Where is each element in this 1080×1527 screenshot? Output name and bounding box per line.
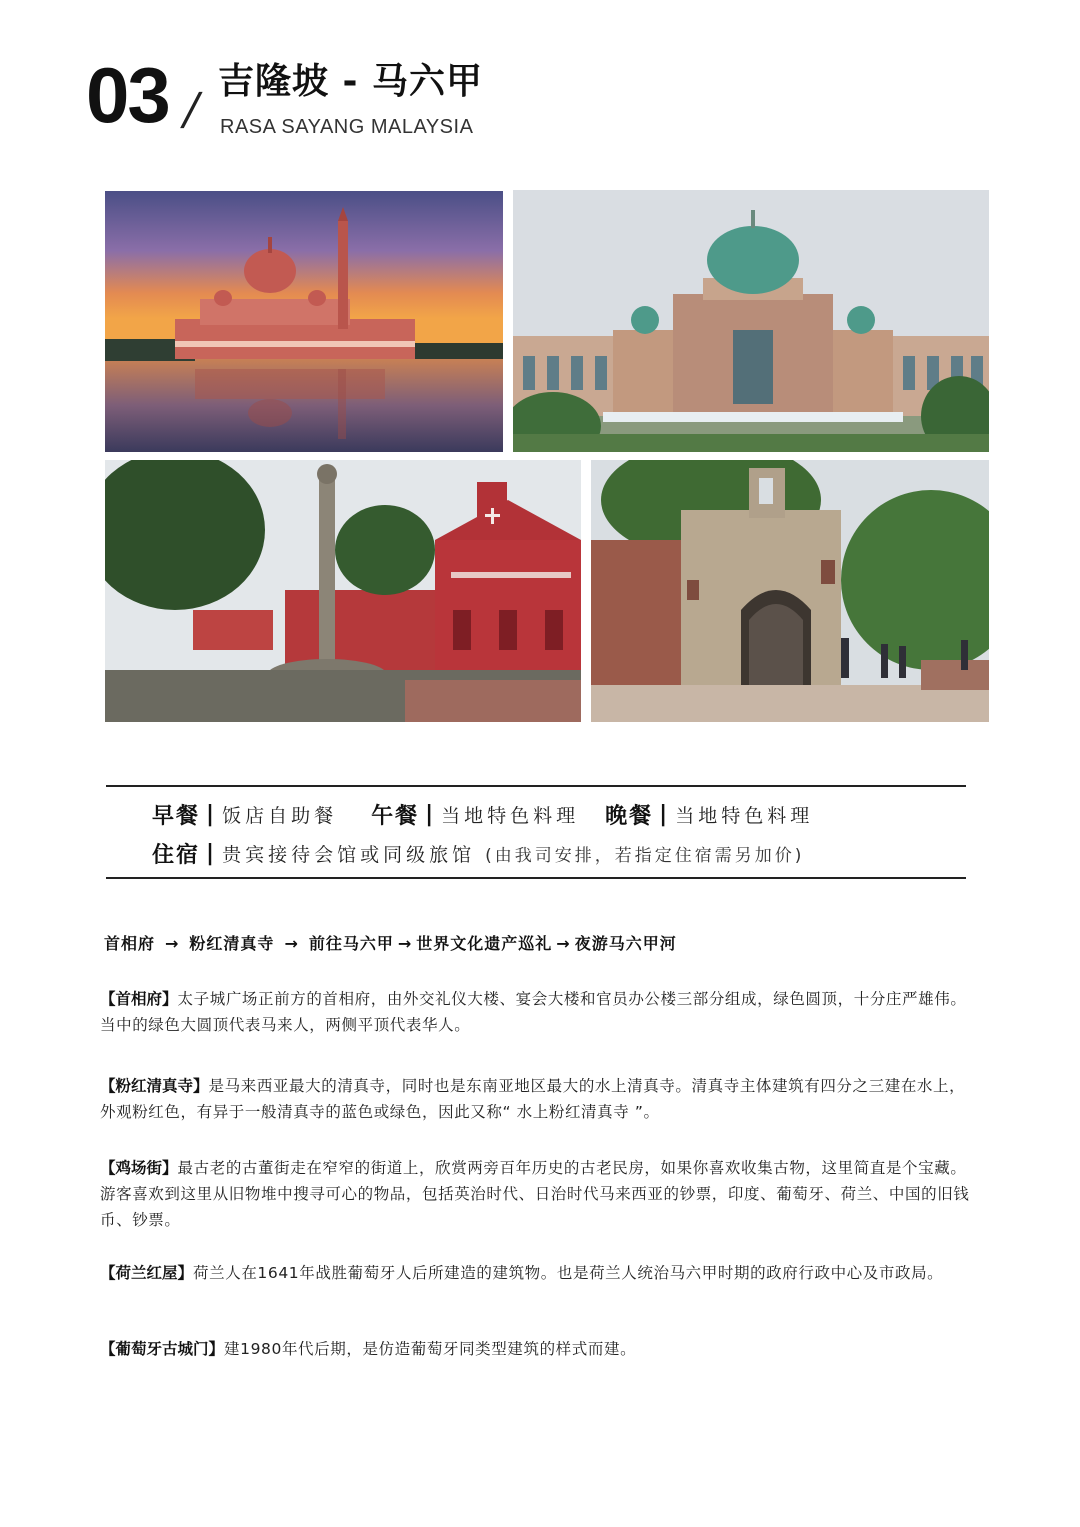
itinerary-stop: 夜游马六甲河 xyxy=(574,934,677,953)
lunch-value: 当地特色料理 xyxy=(441,804,580,827)
sight-description xyxy=(100,1336,970,1362)
breakfast-label: 早餐 xyxy=(152,803,201,829)
itinerary-route xyxy=(104,931,677,954)
sight-name: 【鸡场街】 xyxy=(100,1159,178,1177)
sight-name: 【荷兰红屋】 xyxy=(100,1264,194,1282)
sight-name: 【首相府】 xyxy=(100,990,178,1008)
arrow-icon: → xyxy=(397,934,413,953)
sight-description xyxy=(100,1260,970,1286)
sight-description xyxy=(100,986,970,1038)
sight-name: 【葡萄牙古城门】 xyxy=(100,1340,225,1358)
meals-box xyxy=(106,785,966,879)
arrow-icon: → xyxy=(165,934,180,953)
sight-text: 最古老的古董街走在窄窄的街道上，欣赏两旁百年历史的古老民房，如果你喜欢收集古物，这里简直是个宝藏。游客喜欢到这里从旧物堆中搜寻可心的物品，包括英治时代、日治时代马来西亚的钞票，印度、葡萄牙、荷兰、中国的旧钱币、钞票。 xyxy=(100,1159,970,1229)
sight-text: 建1980年代后期，是仿造葡萄牙同类型建筑的样式而建。 xyxy=(224,1340,637,1358)
page-header xyxy=(0,0,1080,160)
sight-text: 太子城广场正前方的首相府，由外交礼仪大楼、宴会大楼和官员办公楼三部分组成，绿色圆顶，十分庄严雄伟。当中的绿色大圆顶代表马来人，两侧平顶代表华人。 xyxy=(100,990,967,1034)
itinerary-stop: 首相府 xyxy=(104,934,156,953)
itinerary-stop: 粉红清真寺 xyxy=(189,934,275,953)
breakfast-value: 饭店自助餐 xyxy=(222,804,338,827)
sight-text: 荷兰人在1641年战胜葡萄牙人后所建造的建筑物。也是荷兰人统治马六甲时期的政府行政中心及市政局。 xyxy=(193,1264,944,1282)
lodging-value: 贵宾接待会馆或同级旅馆 xyxy=(222,843,476,866)
arrow-icon: → xyxy=(284,934,299,953)
sight-name: 【粉红清真寺】 xyxy=(100,1077,209,1095)
meals-row xyxy=(152,799,966,829)
dinner-value: 当地特色料理 xyxy=(675,804,814,827)
dinner-label: 晚餐 xyxy=(605,803,654,829)
lodging-label: 住宿 xyxy=(152,842,201,868)
prime-minister-office-photo xyxy=(513,190,989,452)
lodging-note: (由我司安排，若指定住宿需另加价) xyxy=(485,845,805,866)
separator: | xyxy=(206,840,215,866)
pink-mosque-photo xyxy=(105,191,503,452)
a-famosa-gate-photo xyxy=(591,460,989,722)
sight-description xyxy=(100,1073,970,1125)
route-subtitle: RASA SAYANG MALAYSIA xyxy=(220,116,474,138)
lunch-label: 午餐 xyxy=(371,803,420,829)
separator: | xyxy=(425,801,434,827)
arrow-icon: → xyxy=(556,934,571,953)
lodging-row xyxy=(152,838,966,868)
itinerary-stop: 世界文化遗产巡礼 xyxy=(416,934,553,953)
day-number: 03 xyxy=(86,51,169,139)
itinerary-stop: 前往马六甲 xyxy=(308,934,394,953)
separator: | xyxy=(659,801,668,827)
sight-description xyxy=(100,1155,970,1233)
sight-text: 是马来西亚最大的清真寺，同时也是东南亚地区最大的水上清真寺。清真寺主体建筑有四分之三建在水上，外观粉红色，有异于一般清真寺的蓝色或绿色，因此又称“ 水上粉红清真寺 ”。 xyxy=(100,1077,966,1121)
dutch-square-photo xyxy=(105,460,581,722)
route-title: 吉隆坡 - 马六甲 xyxy=(218,61,484,102)
separator: | xyxy=(206,801,215,827)
title-slash: / xyxy=(178,84,205,135)
